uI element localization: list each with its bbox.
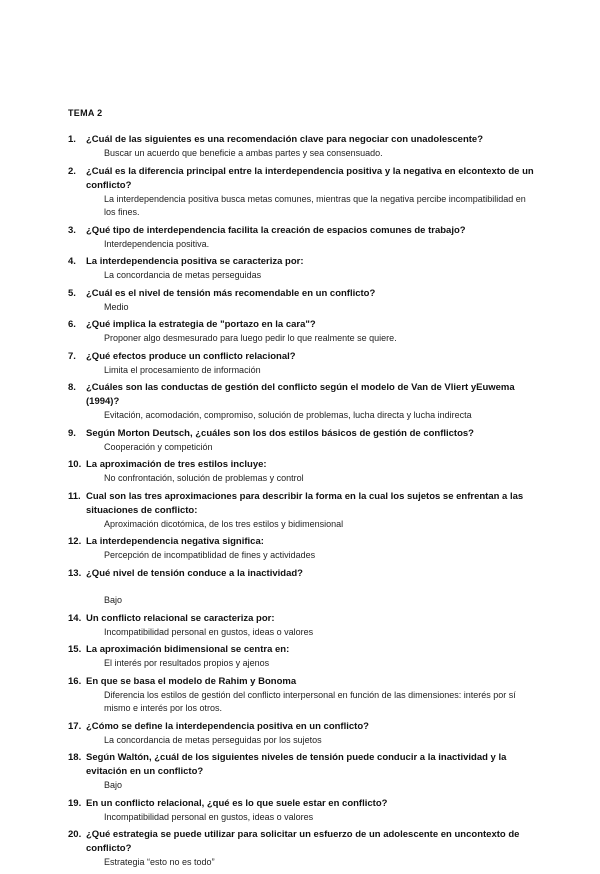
question-number: 4. xyxy=(68,256,76,267)
question-item xyxy=(0,828,600,874)
answer-text: El interés por resultados propios y ajenos xyxy=(104,658,270,668)
question-item xyxy=(0,535,600,567)
question-number: 15. xyxy=(68,644,82,655)
answer-text: La concordancia de metas perseguidas por los sujetos xyxy=(104,734,322,745)
question-item xyxy=(0,458,600,490)
answer-text: La concordancia de metas perseguidas xyxy=(104,270,262,280)
answer-text: Bajo xyxy=(104,595,123,605)
question-number: 3. xyxy=(68,224,76,236)
answer-text: No confrontación, solución de problemas y control xyxy=(104,473,304,483)
question-text: La interdependencia positiva se caracteriza por: xyxy=(86,256,304,267)
question-item xyxy=(0,318,600,350)
question-item xyxy=(0,612,600,644)
question-text: ¿Cuál de las siguientes es una recomendación clave para negociar con unadolescente? xyxy=(86,134,484,145)
answer-text: Medio xyxy=(104,301,129,312)
question-number: 9. xyxy=(68,427,76,439)
page-title: TEMA 2 xyxy=(68,108,103,118)
question-item xyxy=(0,797,600,829)
question-item xyxy=(0,643,600,675)
question-item xyxy=(0,287,600,319)
question-item xyxy=(0,675,600,720)
question-text: Según Morton Deutsch, ¿cuáles son los dos estilos básicos de gestión de conflictos? xyxy=(86,427,474,439)
answer-text: Interdependencia positiva. xyxy=(104,238,210,249)
question-item xyxy=(0,133,600,165)
question-number: 17. xyxy=(68,720,82,732)
question-item xyxy=(0,751,600,797)
question-number: 10. xyxy=(68,459,82,470)
question-item xyxy=(0,490,600,536)
answer-text: La interdependencia positiva busca metas comunes, mientras que la negativa percibe incompatibilidad en los fines. xyxy=(104,193,526,217)
question-text: La aproximación de tres estilos incluye: xyxy=(86,459,267,470)
question-number: 18. xyxy=(68,752,82,763)
answer-text: Aproximación dicotómica, de los tres estilos y bidimensional xyxy=(104,518,344,529)
question-text: ¿Qué tipo de interdependencia facilita la creación de espacios comunes de trabajo? xyxy=(86,224,466,236)
question-number: 8. xyxy=(68,382,76,393)
answer-text: Percepción de incompatiblidad de fines y actividades xyxy=(104,550,316,560)
question-item xyxy=(0,224,600,256)
answer-text: Cooperación y competición xyxy=(104,441,213,452)
question-text: Cual son las tres aproximaciones para describir la forma en la cual los sujetos se enfrentan a las situaciones de conflicto: xyxy=(86,490,524,516)
question-text: Según Waltón, ¿cuál de los siguientes niveles de tensión puede conducir a la inactividad y la evitación en un conflicto? xyxy=(86,752,507,777)
question-text: ¿Cuál es la diferencia principal entre la interdependencia positiva y la negativa en elcontexto de un conflicto? xyxy=(86,165,534,191)
question-number: 13. xyxy=(68,567,82,579)
answer-text: Proponer algo desmesurado para luego pedir lo que realmente se quiere. xyxy=(104,333,397,343)
question-text: ¿Qué nivel de tensión conduce a la inactividad? xyxy=(86,567,303,579)
answer-text: Evitación, acomodación, compromiso, solución de problemas, lucha directa y lucha indirecta xyxy=(104,410,472,420)
question-number: 11. xyxy=(68,490,81,502)
answer-text: Limita el procesamiento de información xyxy=(104,364,261,375)
answer-text: Incompatibilidad personal en gustos, ideas o valores xyxy=(104,626,314,637)
question-number: 5. xyxy=(68,287,76,299)
question-text: ¿Cómo se define la interdependencia positiva en un conflicto? xyxy=(86,720,369,732)
question-item xyxy=(0,165,600,224)
question-text: En un conflicto relacional, ¿qué es lo que suele estar en conflicto? xyxy=(86,797,388,809)
question-text: ¿Cuál es el nivel de tensión más recomendable en un conflicto? xyxy=(86,287,376,299)
question-number: 14. xyxy=(68,612,82,624)
question-item xyxy=(0,350,600,382)
question-number: 19. xyxy=(68,797,82,809)
question-text: ¿Cuáles son las conductas de gestión del conflicto según el modelo de Van de Vliert yEuwema (1994)? xyxy=(86,382,515,407)
question-item xyxy=(0,720,600,752)
question-text: La aproximación bidimensional se centra en: xyxy=(86,644,290,655)
question-text: La interdependencia negativa significa: xyxy=(86,536,264,547)
answer-text: Bajo xyxy=(104,780,123,790)
question-text: ¿Qué implica la estrategia de "portazo en la cara"? xyxy=(86,319,316,330)
question-item xyxy=(0,255,600,287)
question-number: 12. xyxy=(68,536,82,547)
question-number: 16. xyxy=(68,675,82,687)
answer-text: Buscar un acuerdo que beneficie a ambas partes y sea consensuado. xyxy=(104,148,383,158)
question-item xyxy=(0,381,600,427)
question-item xyxy=(0,567,600,612)
question-number: 6. xyxy=(68,319,76,330)
answer-text: Incompatibilidad personal en gustos, ideas o valores xyxy=(104,811,314,822)
question-list xyxy=(0,133,600,874)
question-number: 20. xyxy=(68,829,82,840)
answer-text xyxy=(104,581,534,595)
question-text: En que se basa el modelo de Rahim y Bonoma xyxy=(86,675,297,687)
answer-text: Diferencia los estilos de gestión del conflicto interpersonal en función de las dimensiones: interés por sí mismo e interés por los otros. xyxy=(104,689,516,713)
question-number: 1. xyxy=(68,134,76,145)
question-text: ¿Qué efectos produce un conflicto relacional? xyxy=(86,350,296,362)
question-text: Un conflicto relacional se caracteriza por: xyxy=(86,612,275,624)
question-number: 7. xyxy=(68,350,76,362)
question-text: ¿Qué estrategia se puede utilizar para solicitar un esfuerzo de un adolescente en uncontexto de conflicto? xyxy=(86,829,520,854)
question-item xyxy=(0,427,600,459)
answer-text: Estrategia “esto no es todo” xyxy=(104,857,215,867)
question-number: 2. xyxy=(68,165,76,177)
